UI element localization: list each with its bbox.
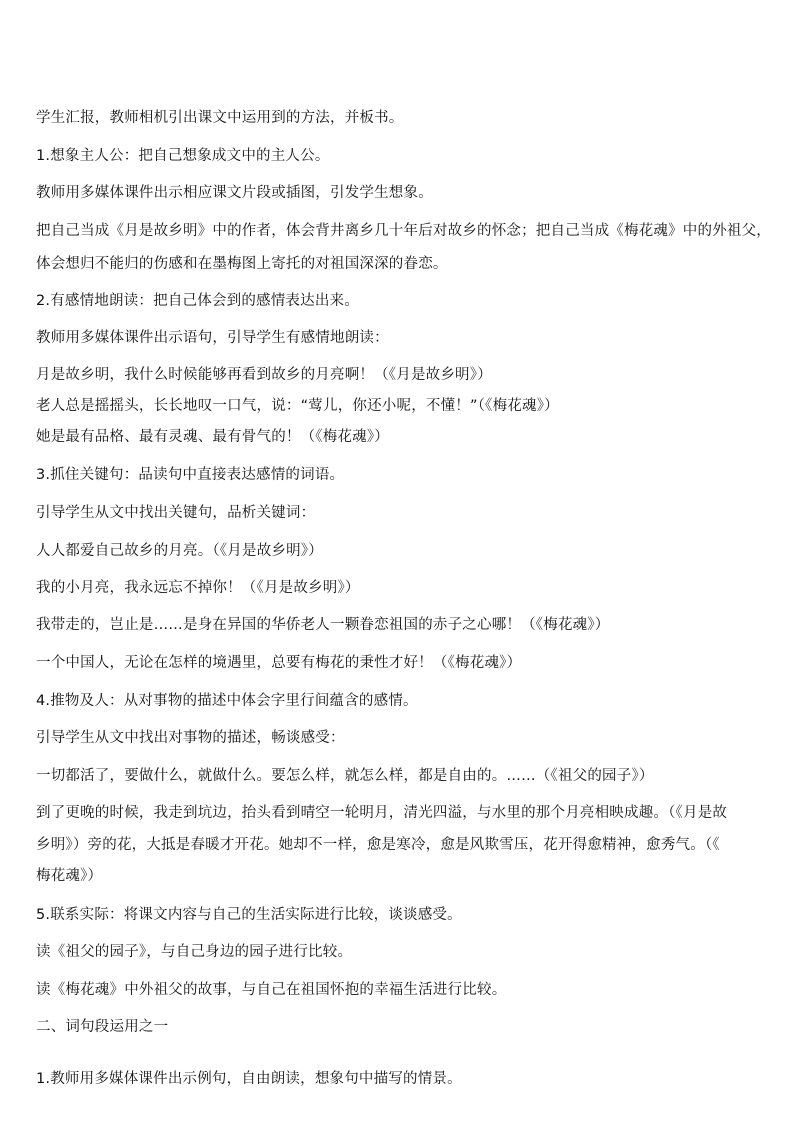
paragraph: 教师用多媒体课件出示语句，引导学生有感情地朗读：	[36, 330, 389, 346]
paragraph-intro: 学生汇报，教师相机引出课文中运用到的方法，并板书。	[36, 110, 404, 126]
quote-line: 一个中国人，无论在怎样的境遇里，总要有梅花的秉性才好！（《梅花魂》）	[36, 655, 522, 671]
paragraph: 读《梅花魂》中外祖父的故事，与自己在祖国怀抱的幸福生活进行比较。	[36, 982, 507, 998]
quote-line: 人人都爱自己故乡的月亮。（《月是故乡明》）	[36, 543, 323, 559]
quote-line: 我带走的，岂止是……是身在异国的华侨老人一颗眷恋祖国的赤子之心哪！（《梅花魂》）	[36, 617, 610, 633]
quote-line: 一切都活了，要做什么，就做什么。要怎么样，就怎么样，都是自由的。……（《祖父的园子》）	[36, 768, 654, 784]
method-heading-1: 1.想象主人公：把自己想象成文中的主人公。	[36, 148, 330, 164]
quote-line: 梅花魂》）	[36, 868, 103, 884]
paragraph: 引导学生从文中找出对事物的描述，畅谈感受：	[36, 730, 345, 746]
paragraph: 引导学生从文中找出关键句，品析关键词：	[36, 505, 316, 521]
quote-line: 月是故乡明，我什么时候能够再看到故乡的月亮啊！（《月是故乡明》）	[36, 367, 492, 383]
paragraph: 体会想归不能归的伤感和在墨梅图上寄托的对祖国深深的眷恋。	[36, 256, 448, 272]
paragraph: 教师用多媒体课件出示相应课文片段或插图，引发学生想象。	[36, 185, 433, 201]
quote-line: 她是最有品格、最有灵魂、最有骨气的！（《梅花魂》）	[36, 429, 389, 445]
method-heading-3: 3.抓住关键句：品读句中直接表达感情的词语。	[36, 467, 345, 483]
paragraph: 1.教师用多媒体课件出示例句，自由朗读，想象句中描写的情景。	[36, 1071, 462, 1087]
quote-line: 到了更晚的时候，我走到坑边，抬头看到晴空一轮明月，清光四溢，与水里的那个月亮相映成趣。（《月是故	[36, 805, 728, 821]
quote-line: 乡明》）旁的花，大抵是春暖才开花。她却不一样，愈是寒冷，愈是风欺雪压，花开得愈精神，愈秀气。（《	[36, 837, 720, 853]
paragraph: 把自己当成《月是故乡明》中的作者，体会背井离乡几十年后对故乡的怀念；把自己当成《梅花魂》中的外祖父，	[36, 223, 771, 239]
method-heading-4: 4.推物及人：从对事物的描述中体会字里行间蕴含的感情。	[36, 693, 418, 709]
quote-line: 我的小月亮，我永远忘不掉你！（《月是故乡明》）	[36, 580, 360, 596]
paragraph: 读《祖父的园子》，与自己身边的园子进行比较。	[36, 944, 353, 960]
method-heading-5: 5.联系实际：将课文内容与自己的生活实际进行比较，谈谈感受。	[36, 907, 462, 923]
quote-line: 老人总是摇摇头，长长地叹一口气，说：“莺儿，你还小呢，不懂！”（《梅花魂》）	[36, 398, 559, 414]
method-heading-2: 2.有感情地朗读：把自己体会到的感情表达出来。	[36, 293, 359, 309]
section-heading: 二、词句段运用之一	[36, 1019, 169, 1035]
